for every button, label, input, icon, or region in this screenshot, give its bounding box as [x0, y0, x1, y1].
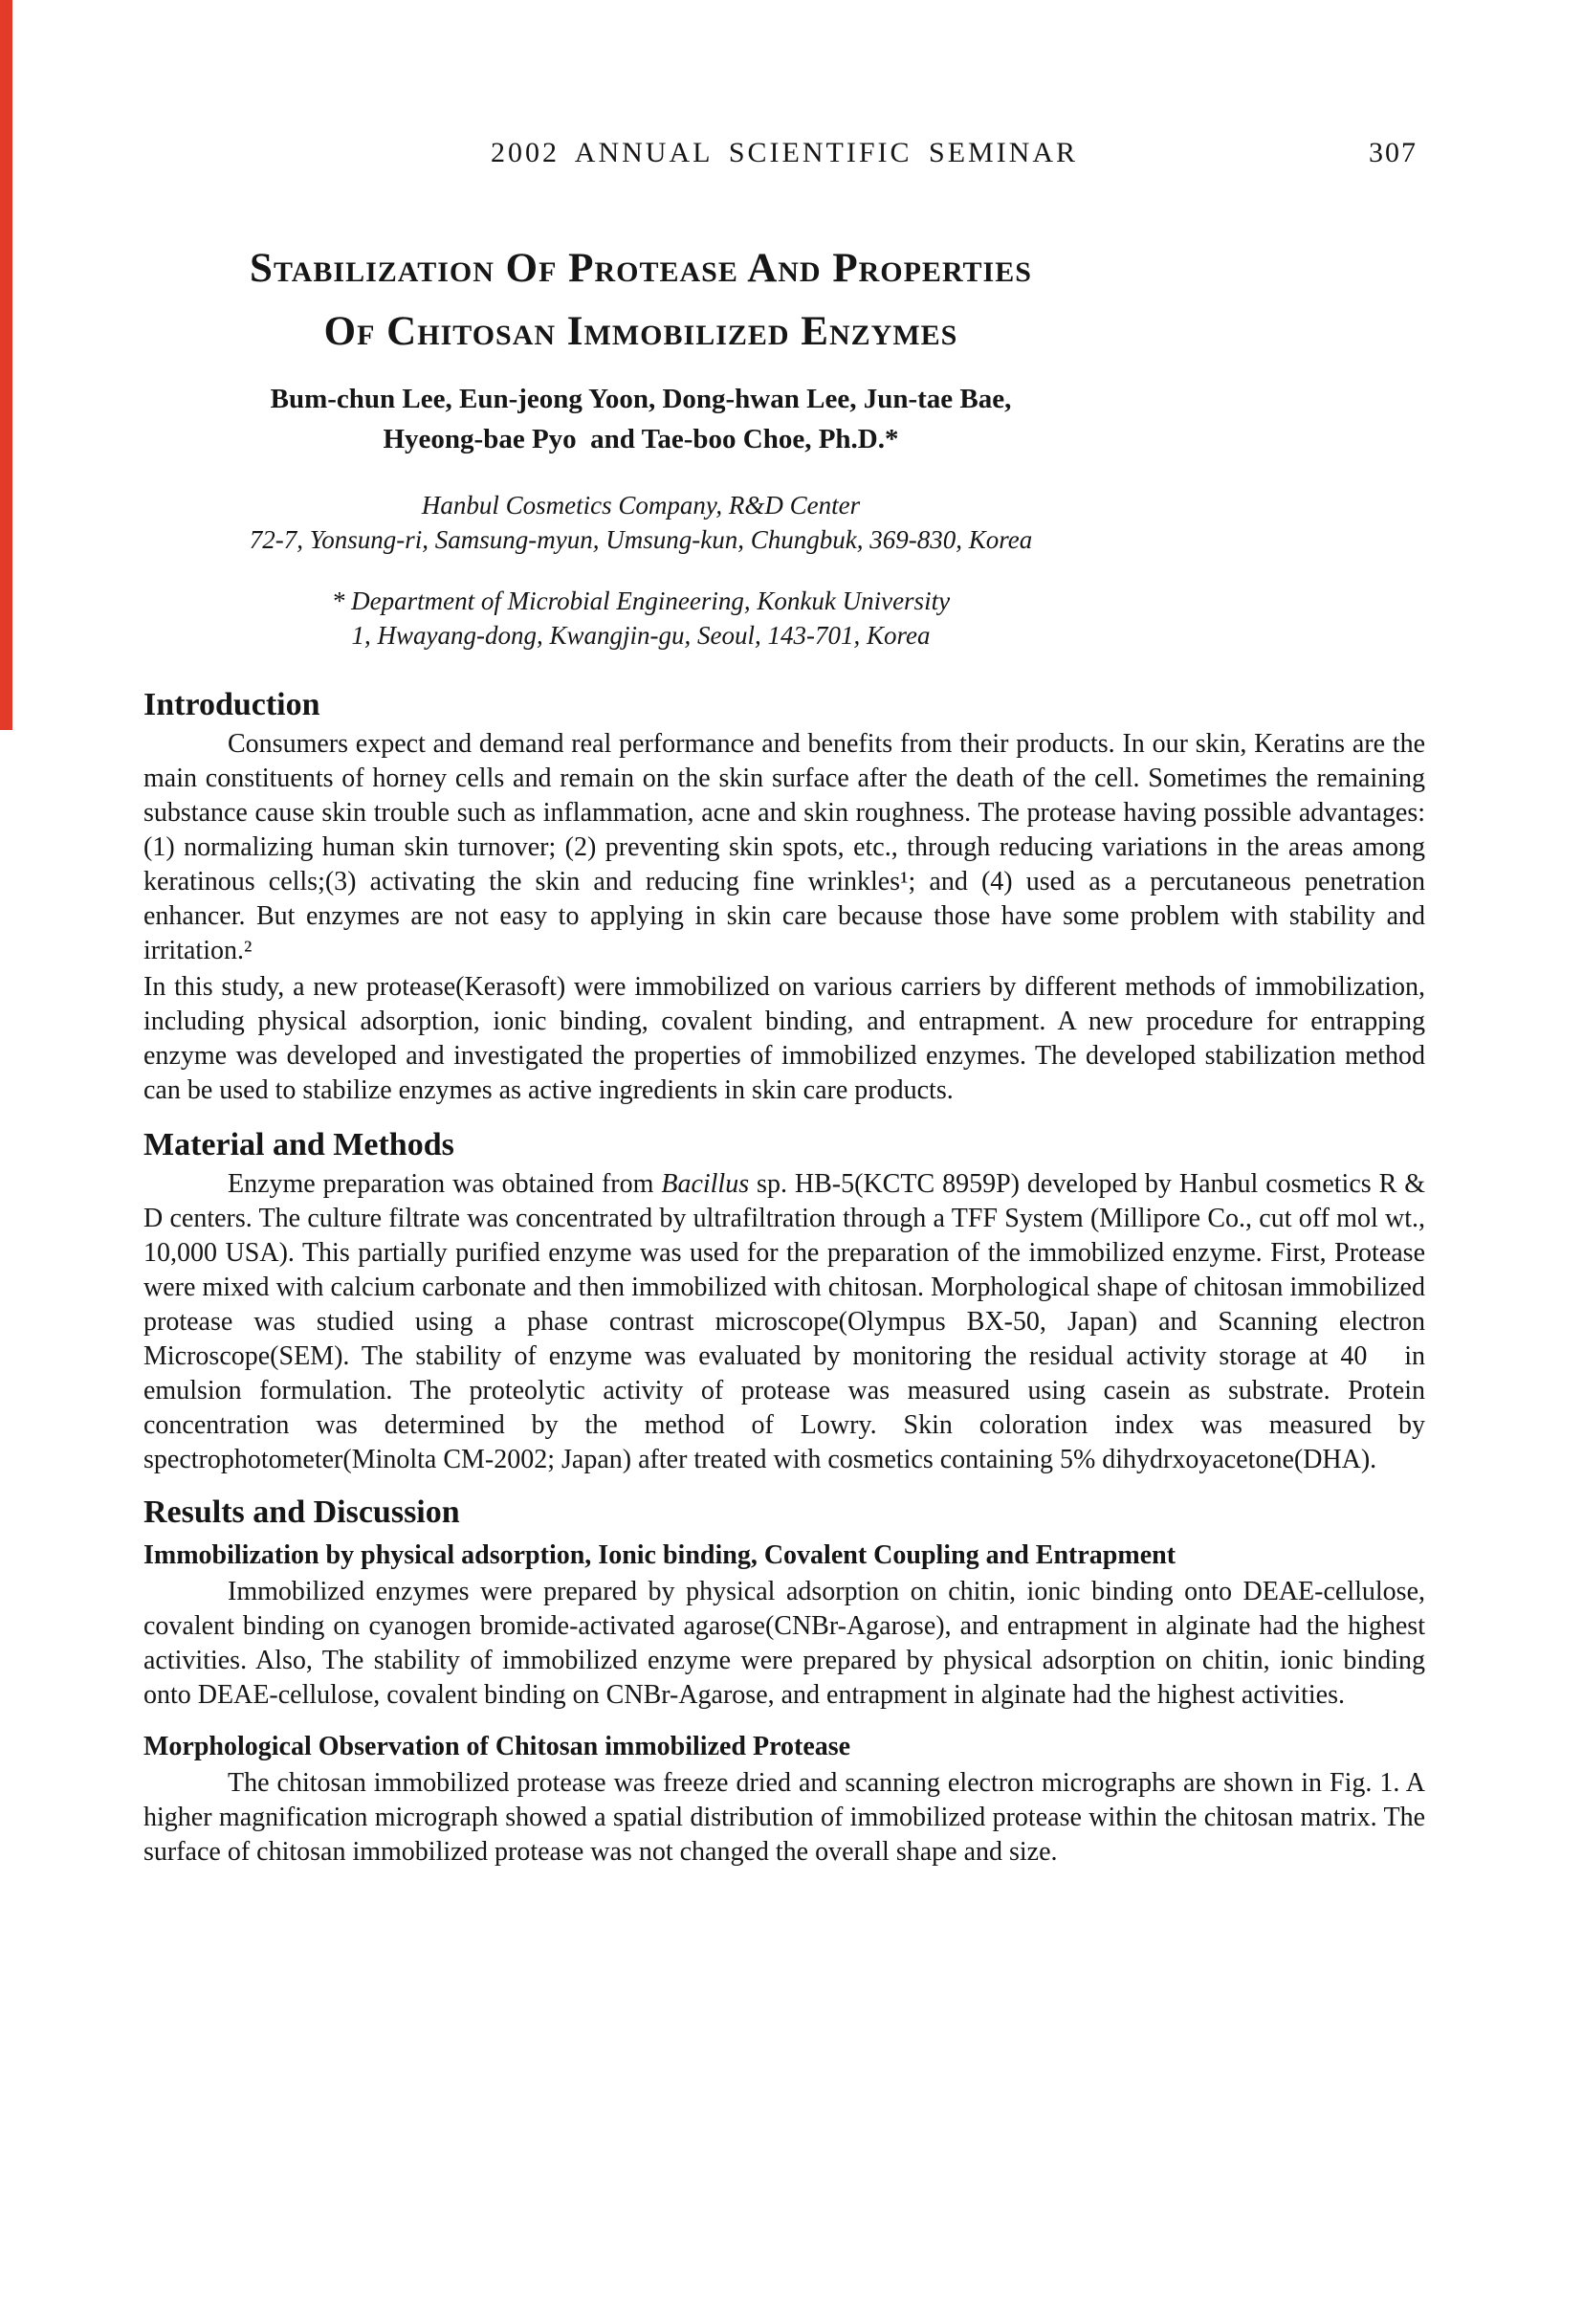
affiliation-department-block [143, 584, 1138, 653]
affiliation-department-address: 1, Hwayang-dong, Kwangjin-gu, Seoul, 143-701, Korea [351, 621, 931, 650]
journal-title: 2002 ANNUAL SCIENTIFIC SEMINAR [490, 137, 1079, 168]
article-title-line1: Stabilization Of Protease And Properties [250, 246, 1032, 291]
methods-paragraph: Enzyme preparation was obtained from Bacillus sp. HB-5(KCTC 8959P) developed by Hanbul cosmetics R & D centers. The culture filtrate was concentrated by ultrafiltration through a TFF System (Millipore Co., cut off mol wt., 10,000 USA). This partially purified enzyme was used for the preparation of the immobilized enzyme. First, Protease were mixed with calcium carbonate and then immobilized with chitosan. Morphological shape of chitosan immobilized protease was studied using a phase contrast microscope(Olympus BX-50, Japan) and Scanning electron Microscope(SEM). The stability of enzyme was evaluated by monitoring the residual activity storage at 40 in emulsion formulation. The proteolytic activity of protease was measured using casein as substrate. Protein concentration was determined by the method of Lowry. Skin coloration index was measured by spectrophotometer(Minolta CM-2002; Japan) after treated with cosmetics containing 5% dihydrxoyacetone(DHA). [143, 1169, 1425, 1474]
scan-edge-stripe [0, 0, 12, 730]
section-heading-methods: Material and Methods [143, 1127, 454, 1162]
affiliation-company-block [143, 488, 1138, 557]
front-matter [143, 237, 1138, 653]
introduction-paragraph-2: In this study, a new protease(Kerasoft) were immobilized on various carriers by different methods of immobilization, including physical adsorption, ionic binding, covalent binding, and entrapment. A new procedure for entrapping enzyme was developed and investigated the properties of immobilized enzymes. The developed stabilization method can be used to stabilize enzymes as active ingredients in skin care products. [143, 972, 1425, 1105]
section-heading-results: Results and Discussion [143, 1494, 460, 1530]
page-number: 307 [1369, 137, 1418, 168]
affiliation-department: * Department of Microbial Engineering, Konkuk University [331, 587, 951, 615]
affiliation-company: Hanbul Cosmetics Company, R&D Center [421, 491, 861, 520]
affiliation-company-address: 72-7, Yonsung-ri, Samsung-myun, Umsung-kun, Chungbuk, 369-830, Korea [249, 525, 1033, 554]
results-subheading-immobilization: Immobilization by physical adsorption, Ionic binding, Covalent Coupling and Entrapment [143, 1540, 1176, 1570]
article-title-line2: Of Chitosan Immobilized Enzymes [323, 309, 958, 354]
authors-line2: Hyeong-bae Pyo and Tae-boo Choe, Ph.D.* [383, 424, 899, 454]
authors-line1: Bum-chun Lee, Eun-jeong Yoon, Dong-hwan Lee, Jun-tae Bae, [270, 384, 1012, 414]
introduction-paragraph-1: Consumers expect and demand real performance and benefits from their products. In our skin, Keratins are the main constituents of horney cells and remain on the skin surface after the death of the cell. Sometimes the remaining substance cause skin trouble such as inflammation, acne and skin roughness. The protease having possible advantages: (1) normalizing human skin turnover; (2) preventing skin spots, etc., through reducing variations in the areas among keratinous cells;(3) activating the skin and reducing fine wrinkles¹; and (4) used as a percutaneous penetration enhancer. But enzymes are not easy to applying in skin care because those have some problem with stability and irritation.² [143, 729, 1425, 965]
running-header [143, 136, 1425, 170]
section-heading-introduction: Introduction [143, 687, 320, 722]
article-title [143, 237, 1138, 364]
results-paragraph-morphology: The chitosan immobilized protease was freeze dried and scanning electron micrographs are shown in Fig. 1. A higher magnification micrograph showed a spatial distribution of immobilized protease within the chitosan matrix. The surface of chitosan immobilized protease was not changed the overall shape and size. [143, 1768, 1425, 1867]
results-paragraph-immobilization: Immobilized enzymes were prepared by physical adsorption on chitin, ionic binding onto DEAE-cellulose, covalent binding on cyanogen bromide-activated agarose(CNBr-Agarose), and entrapment in alginate had the highest activities. Also, The stability of immobilized enzyme were prepared by physical adsorption on chitin, ionic binding onto DEAE-cellulose, covalent binding on CNBr-Agarose, and entrapment in alginate had the highest activities. [143, 1577, 1425, 1710]
article-body [143, 685, 1425, 1870]
author-list [143, 379, 1138, 459]
results-subheading-morphology: Morphological Observation of Chitosan immobilized Protease [143, 1732, 851, 1761]
